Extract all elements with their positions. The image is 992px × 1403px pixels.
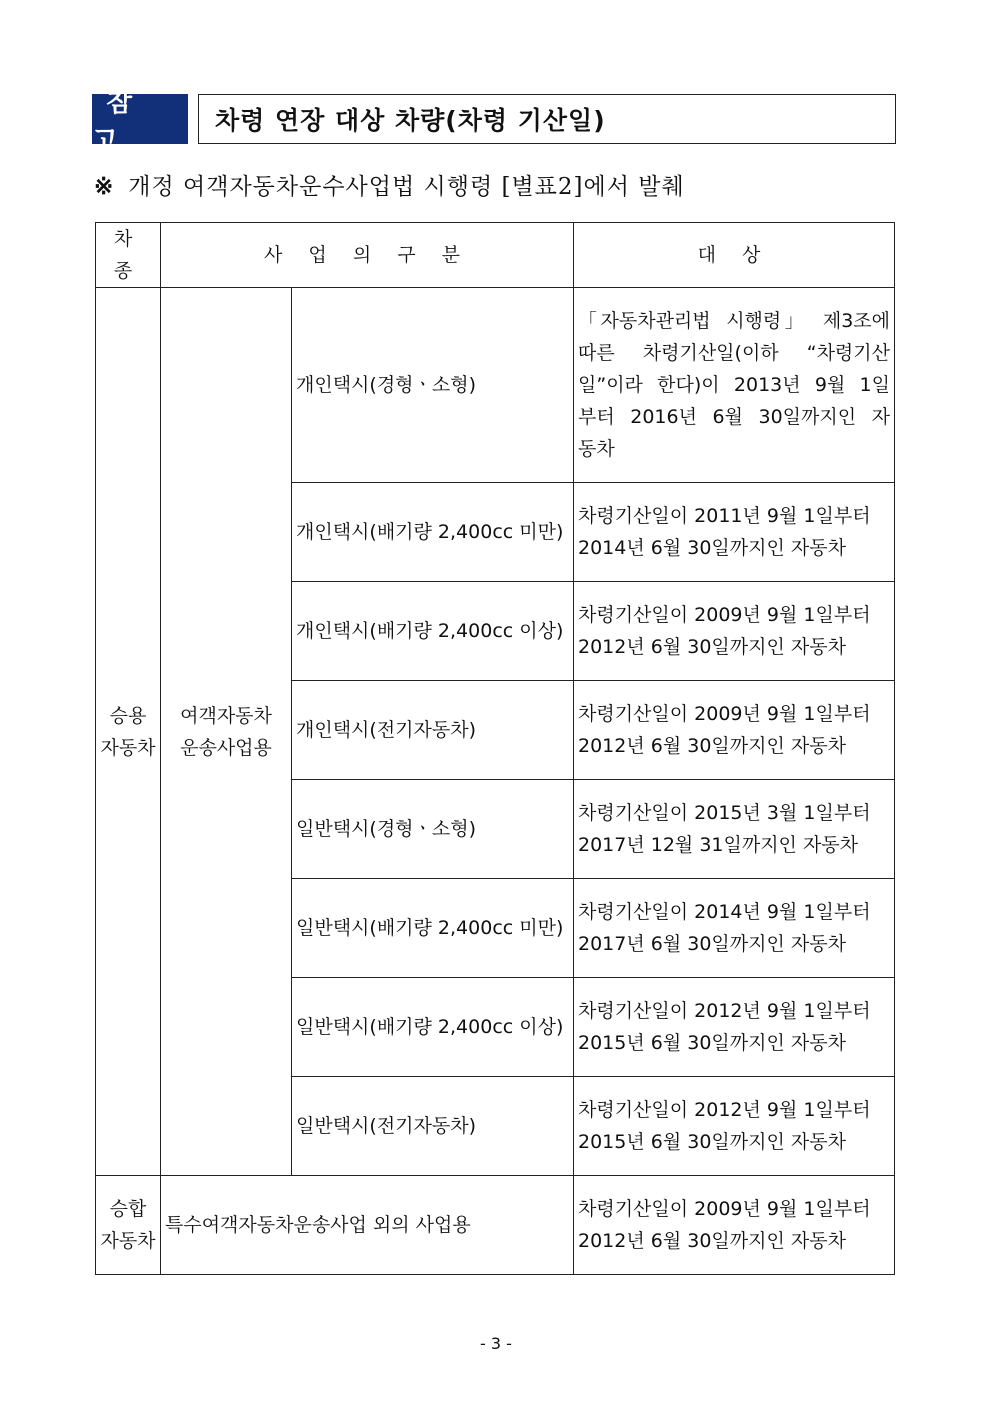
target-cell: 차령기산일이 2009년 9월 1일부터 2012년 6월 30일까지인 자동차	[574, 681, 895, 780]
category-cell: 일반택시(경형ㆍ소형)	[292, 780, 574, 879]
category-cell: 일반택시(전기자동차)	[292, 1077, 574, 1176]
table-header-row	[96, 223, 895, 288]
header-business-category: 사 업 의 구 분	[161, 223, 574, 288]
target-cell: 차령기산일이 2012년 9월 1일부터 2015년 6월 30일까지인 자동차	[574, 978, 895, 1077]
table-row	[96, 288, 895, 483]
source-note-text: 개정 여객자동차운수사업법 시행령 [별표2]에서 발췌	[128, 174, 685, 200]
header-vehicle-type: 차 종	[96, 223, 161, 288]
target-cell: 차령기산일이 2014년 9월 1일부터 2017년 6월 30일까지인 자동차	[574, 879, 895, 978]
category-cell: 특수여객자동차운송사업 외의 사업용	[161, 1176, 574, 1275]
target-cell: 「자동차관리법 시행령」 제3조에 따른 차령기산일(이하 “차령기산일”이라 한다)이 2013년 9월 1일부터 2016년 6월 30일까지인 자동차	[574, 288, 895, 483]
vehicle-type-cell: 승용 자동차	[96, 288, 161, 1176]
reference-mark: ※	[94, 173, 115, 200]
category-cell: 일반택시(배기량 2,400cc 이상)	[292, 978, 574, 1077]
table-row	[96, 1176, 895, 1275]
source-note	[94, 168, 685, 201]
target-cell: 차령기산일이 2009년 9월 1일부터 2012년 6월 30일까지인 자동차	[574, 1176, 895, 1275]
header-target: 대 상	[574, 223, 895, 288]
category-cell: 개인택시(경형ㆍ소형)	[292, 288, 574, 483]
vehicle-type-cell: 승합 자동차	[96, 1176, 161, 1275]
category-cell: 개인택시(전기자동차)	[292, 681, 574, 780]
category-cell: 개인택시(배기량 2,400cc 미만)	[292, 483, 574, 582]
target-cell: 차령기산일이 2009년 9월 1일부터 2012년 6월 30일까지인 자동차	[574, 582, 895, 681]
target-cell: 차령기산일이 2012년 9월 1일부터 2015년 6월 30일까지인 자동차	[574, 1077, 895, 1176]
category-cell: 개인택시(배기량 2,400cc 이상)	[292, 582, 574, 681]
business-use-cell: 여객자동차 운송사업용	[161, 288, 292, 1176]
section-header	[92, 87, 896, 157]
section-title: 차령 연장 대상 차량(차령 기산일)	[198, 94, 896, 144]
target-cell: 차령기산일이 2015년 3월 1일부터 2017년 12월 31일까지인 자동차	[574, 780, 895, 879]
reference-badge: 참 고	[92, 94, 188, 144]
vehicle-age-table	[95, 222, 895, 1275]
category-cell: 일반택시(배기량 2,400cc 미만)	[292, 879, 574, 978]
page-number: - 3 -	[480, 1334, 512, 1353]
target-cell: 차령기산일이 2011년 9월 1일부터 2014년 6월 30일까지인 자동차	[574, 483, 895, 582]
